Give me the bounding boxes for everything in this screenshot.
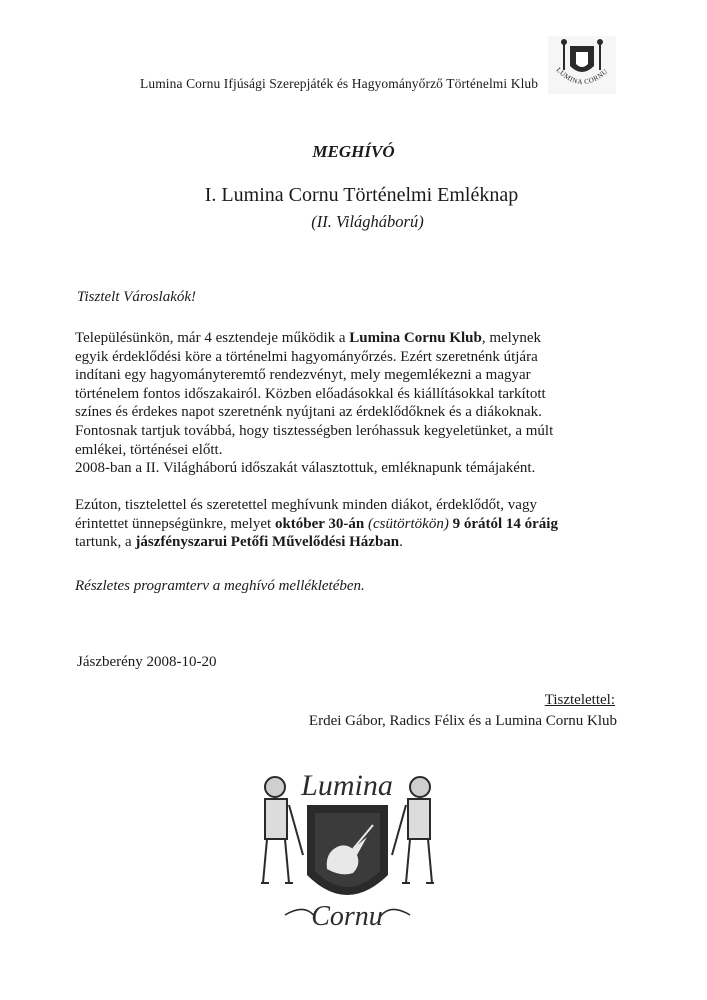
event-theme: (II. Világháború) (311, 212, 424, 231)
club-emblem-small-icon (548, 36, 616, 94)
club-name: Lumina Cornu Klub (349, 330, 482, 346)
club-crest-logo (245, 765, 450, 933)
event-time: 9 órától 14 óráig (452, 515, 558, 532)
paragraph-line: Fontosnak tartjuk továbbá, hogy tisztességben leróhassuk kegyeletünket, a múlt (75, 422, 554, 439)
crest-top-word: Lumina (301, 769, 393, 802)
paragraph-line: érintettet ünnepségünkre, melyet október 30-án (csütörtökön) 9 órától 14 óráig (75, 515, 558, 532)
signatories: Erdei Gábor, Radics Félix és a Lumina Cornu Klub (308, 713, 617, 729)
invitation-paragraph (75, 496, 635, 552)
organization-header: Lumina Cornu Ifjúsági Szerepjáték és Hagyományőrző Történelmi Klub (140, 76, 539, 91)
paragraph-line: 2008-ban a II. Világháború időszakát választottuk, emléknapunk témájaként. (75, 460, 536, 477)
event-name: I. Lumina Cornu Történelmi Emléknap (204, 184, 519, 206)
closing-regards: Tisztelettel: (544, 692, 615, 708)
salutation: Tisztelt Városlakók! (77, 289, 197, 305)
document-title: MEGHÍVÓ (312, 142, 395, 161)
paragraph-line: Településünkön, már 4 esztendeje működik a Lumina Cornu Klub, melynek (75, 330, 541, 346)
paragraph-line: indítani egy hagyományteremtő rendezvényt, mely megemlékezni a magyar (75, 367, 531, 384)
paragraph-line: emlékei, történései előtt. (75, 441, 223, 458)
paragraph-line: történelem fontos időszakairól. Közben előadásokkal és kiállításokkal tarkított (75, 385, 546, 402)
intro-paragraph (75, 329, 635, 478)
paragraph-line: színes és érdekes napot szeretnénk nyújtani az érdeklődőknek és a diákoknak. (75, 404, 542, 421)
event-weekday: (csütörtökön) (364, 515, 453, 532)
crest-bottom-word: Cornu (311, 901, 383, 932)
paragraph-line: tartunk, a jászfényszarui Petőfi Művelődési Házban. (75, 534, 403, 551)
event-venue: jászfényszarui Petőfi Művelődési Házban (135, 534, 400, 551)
paragraph-line: egyik érdeklődési köre a történelmi hagyományőrzés. Ezért szeretnénk útjára (75, 348, 538, 365)
small-logo-lettering: LUMINA CORNU (554, 65, 610, 87)
paragraph-line: Ezúton, tisztelettel és szeretettel meghívunk minden diákot, érdeklődőt, vagy (75, 497, 537, 513)
place-and-date: Jászberény 2008-10-20 (77, 654, 217, 670)
program-note: Részletes programterv a meghívó mellékletében. (75, 578, 365, 594)
event-date: október 30-án (274, 515, 365, 532)
